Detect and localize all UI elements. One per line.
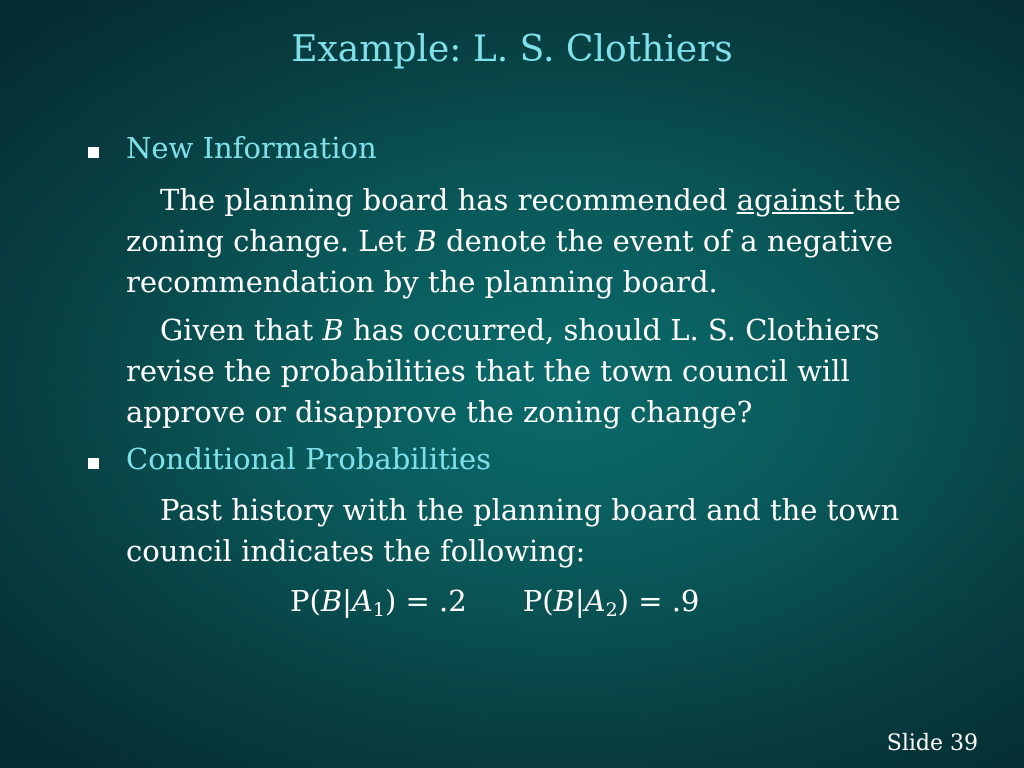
- slide-title: Example: L. S. Clothiers: [291, 29, 733, 70]
- formula-text: ) = .9: [617, 584, 700, 618]
- formula-1: [290, 584, 467, 621]
- formula-text: P(: [522, 584, 554, 618]
- formula-variable: B: [553, 584, 575, 618]
- bullet-square-icon: [88, 455, 99, 473]
- formula-subscript: 2: [605, 599, 618, 621]
- bullet-square-icon: [88, 144, 99, 162]
- formula-variable: A: [584, 584, 606, 618]
- text-segment: the zoning change. Let: [126, 183, 902, 258]
- paragraph-given-that: [126, 310, 946, 433]
- section-heading-new-information: New Information: [126, 131, 377, 165]
- formula-variable: B: [320, 584, 343, 618]
- text-segment: denote the event of a negative recommendation by the planning board.: [126, 224, 893, 299]
- formula-bar: |: [574, 584, 585, 618]
- formula-bar: |: [342, 584, 352, 618]
- text-segment: has occurred, should L. S. Clothiers revise the probabilities that the town council will approve or disapprove the zoning change?: [126, 313, 880, 429]
- formula-text: ) = .2: [384, 584, 467, 618]
- italic-variable: B: [322, 313, 344, 347]
- formula-2: [522, 584, 700, 621]
- paragraph-planning-board: [126, 180, 946, 303]
- conditional-probability-formulas: [290, 584, 699, 619]
- text-segment: The planning board has recommended: [160, 183, 737, 217]
- formula-text: P(: [290, 584, 321, 618]
- underlined-word: against: [736, 183, 854, 217]
- section-heading-conditional-probabilities: Conditional Probabilities: [126, 442, 492, 476]
- text-segment: Given that: [160, 313, 323, 347]
- slide-number: Slide 39: [886, 731, 978, 756]
- formula-subscript: 1: [372, 599, 385, 621]
- paragraph-past-history: Past history with the planning board and the town council indicates the following:: [126, 493, 900, 568]
- italic-variable: B: [415, 224, 437, 258]
- formula-variable: A: [351, 584, 373, 618]
